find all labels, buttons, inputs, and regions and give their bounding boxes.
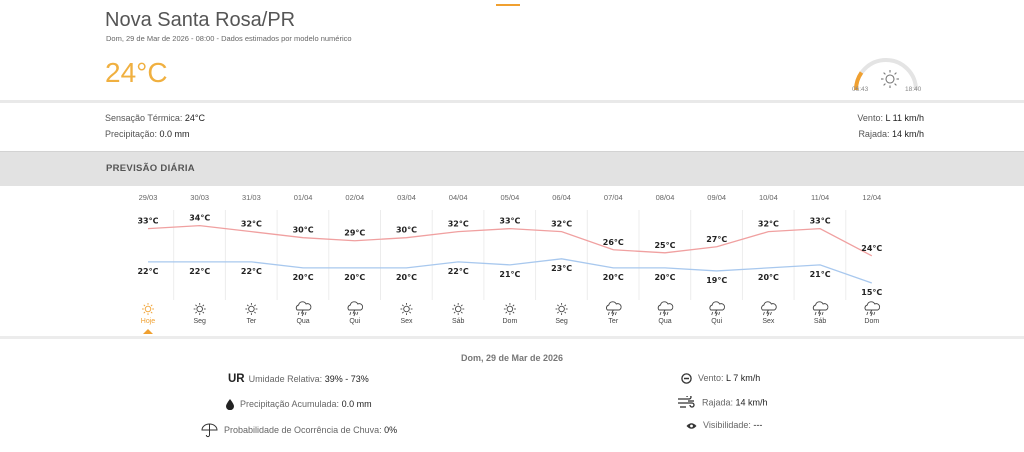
gust [858, 129, 924, 139]
max-temp-label: 24°C [861, 243, 883, 253]
min-temp-label: 23°C [551, 263, 573, 273]
sun-icon[interactable] [452, 303, 464, 315]
min-temp-label: 20°C [757, 272, 779, 282]
visibility-row [686, 420, 762, 430]
umbrella-icon [201, 423, 218, 438]
day-name[interactable]: Qua [658, 318, 672, 325]
city-title: Nova Santa Rosa/PR [105, 9, 296, 31]
date-tick: 10/04 [759, 193, 778, 202]
feels-like [105, 113, 205, 123]
divider [0, 336, 1024, 339]
day-name[interactable]: Ter [608, 318, 619, 325]
rain-probability-value: 0% [384, 424, 398, 435]
date-tick: 06/04 [552, 193, 571, 202]
date-tick: 29/03 [138, 193, 158, 202]
day-name[interactable]: Dom [502, 318, 518, 325]
sun-icon[interactable] [556, 303, 568, 315]
day-wind-row [681, 373, 760, 384]
day-name[interactable]: Dom [864, 318, 880, 325]
max-temp-label: 30°C [395, 225, 418, 235]
min-temp-label: 22°C [137, 266, 159, 276]
thunderstorm-icon[interactable] [865, 302, 880, 316]
current-temperature: 24°C [105, 57, 168, 88]
forecast-subtitle: Dom, 29 de Mar de 2026 - 08:00 - Dados estimados por modelo numérico [106, 34, 352, 43]
sunset-time: 18:40 [905, 86, 922, 93]
precipitation-label: Precipitação: [105, 129, 158, 139]
day-gust-label: Rajada: [702, 397, 734, 408]
date-tick: 07/04 [603, 193, 623, 202]
sunrise-time: 06:43 [852, 86, 869, 93]
rain-probability-label: Probabilidade de Ocorrência de Chuva: [224, 424, 382, 435]
max-temp-label: 25°C [654, 240, 676, 250]
min-temp-label: 22°C [240, 266, 262, 276]
min-temp-label: 20°C [654, 272, 676, 282]
max-temp-label: 30°C [292, 225, 314, 235]
wind-label: Vento: [857, 113, 883, 123]
day-name[interactable]: Seg [555, 318, 568, 325]
max-temp-label: 33°C [137, 216, 159, 226]
max-temp-label: 32°C [551, 219, 573, 229]
day-name[interactable]: Qui [711, 318, 723, 325]
min-temp-label: 22°C [447, 266, 469, 276]
compass-icon [681, 373, 692, 384]
accumulated-precipitation-row [226, 399, 372, 410]
max-temp-label: 32°C [240, 219, 262, 229]
selected-day-pointer [143, 329, 153, 334]
day-name[interactable]: Qui [349, 318, 361, 325]
max-temp-label: 27°C [706, 234, 728, 244]
sun-icon[interactable] [401, 303, 413, 315]
thunderstorm-icon[interactable] [762, 302, 777, 316]
accumulated-precipitation-value: 0.0 mm [341, 399, 372, 409]
min-temp-label: 15°C [861, 288, 883, 297]
daily-forecast-chart [0, 186, 1024, 336]
min-temp-label: 20°C [344, 272, 366, 282]
date-tick: 08/04 [655, 193, 675, 202]
thunderstorm-icon[interactable] [296, 302, 311, 316]
selected-day-date: Dom, 29 de Mar de 2026 [460, 353, 564, 363]
max-temp-label: 34°C [189, 213, 211, 223]
feels-like-value: 24°C [184, 113, 205, 123]
day-wind-label: Vento: [698, 373, 724, 383]
date-tick: 02/04 [345, 193, 365, 202]
wind-value: L 11 km/h [885, 113, 924, 123]
gust-value: 14 km/h [891, 129, 924, 139]
sun-icon [881, 70, 899, 88]
accumulated-precipitation-label: Precipitação Acumulada: [240, 399, 340, 409]
day-name[interactable]: Qua [296, 318, 310, 325]
day-name[interactable]: Sex [762, 318, 775, 325]
day-name[interactable]: Hoje [140, 318, 156, 325]
max-temp-label: 33°C [499, 216, 521, 226]
min-temp-label: 21°C [499, 269, 521, 279]
date-tick: 03/04 [397, 193, 416, 202]
max-temp-label: 26°C [602, 237, 624, 247]
min-temp-label: 19°C [706, 275, 728, 285]
wind-gust-icon [677, 396, 696, 410]
date-tick: 31/03 [242, 193, 261, 202]
max-temp-label: 29°C [344, 228, 366, 238]
feels-like-label: Sensação Térmica: [105, 113, 183, 123]
date-tick: 01/04 [293, 193, 313, 202]
date-tick: 11/04 [810, 193, 830, 202]
thunderstorm-icon[interactable] [348, 302, 363, 316]
humidity-value: 39% - 73% [324, 374, 369, 384]
divider [0, 100, 1024, 103]
sun-icon[interactable] [142, 303, 154, 315]
humidity-tag: UR [228, 373, 245, 385]
date-tick: 04/04 [448, 193, 468, 202]
wind [857, 113, 924, 123]
visibility-label: Visibilidade: [703, 420, 751, 430]
day-wind-value: L 7 km/h [726, 373, 761, 383]
humidity-row [228, 373, 369, 385]
eye-icon [686, 422, 697, 430]
precipitation-value: 0.0 mm [159, 129, 190, 139]
precipitation [105, 129, 190, 139]
max-temp-label: 32°C [757, 219, 779, 229]
thunderstorm-icon[interactable] [710, 302, 725, 316]
max-temp-line [148, 226, 872, 256]
sun-icon[interactable] [504, 303, 516, 315]
day-name[interactable]: Sáb [451, 318, 465, 325]
drop-icon [226, 399, 234, 410]
rain-probability-row [201, 423, 397, 438]
thunderstorm-icon[interactable] [606, 302, 621, 316]
gust-label: Rajada: [858, 129, 890, 139]
day-gust-row [677, 396, 768, 410]
min-temp-label: 20°C [602, 272, 624, 282]
min-temp-label: 22°C [189, 266, 211, 276]
sun-icon[interactable] [245, 303, 257, 315]
day-name[interactable]: Ter [246, 318, 257, 325]
thunderstorm-icon[interactable] [813, 302, 828, 316]
humidity-label: Umidade Relativa: [248, 374, 323, 384]
day-name[interactable]: Seg [193, 318, 206, 325]
min-temp-label: 20°C [292, 272, 314, 282]
date-tick: 12/04 [862, 193, 882, 202]
day-gust-value: 14 km/h [735, 397, 768, 408]
sun-icon[interactable] [194, 303, 206, 315]
max-temp-label: 32°C [447, 219, 469, 229]
min-temp-label: 21°C [809, 269, 831, 279]
max-temp-label: 33°C [809, 216, 831, 226]
date-tick: 30/03 [190, 193, 210, 202]
min-temp-label: 20°C [395, 272, 418, 282]
day-name[interactable]: Sáb [813, 318, 827, 325]
forecast-section-title: PREVISÃO DIÁRIA [106, 163, 195, 174]
date-tick: 09/04 [707, 193, 727, 202]
thunderstorm-icon[interactable] [658, 302, 673, 316]
date-tick: 05/04 [500, 193, 520, 202]
day-name[interactable]: Sex [400, 318, 413, 325]
top-accent-bar [496, 4, 520, 6]
visibility-value: --- [753, 420, 763, 430]
